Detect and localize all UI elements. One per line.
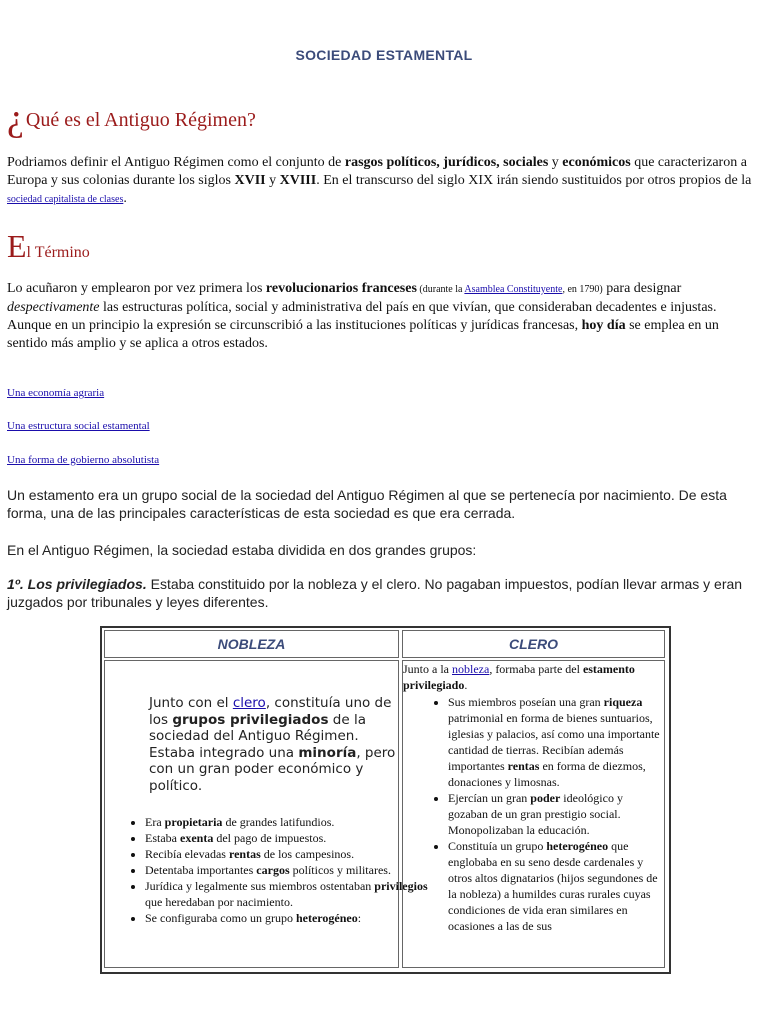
link-clero[interactable]: clero (232, 695, 266, 711)
list-item: • Recibía elevadas rentas de los campesinos. (145, 846, 429, 862)
estamento-paragraph: Un estamento era un grupo social de la sociedad del Antiguo Régimen al que se pertenecía por nacimiento. De esta forma, una de las principales características de esta sociedad es que era cerrada. (7, 487, 727, 521)
clero-intro: Junto a la nobleza, formaba parte del estamento privilegiado. (403, 662, 635, 692)
section-heading-antiguo-regimen (7, 96, 256, 140)
nobleza-cell (104, 660, 428, 968)
list-item: • Era propietaria de grandes latifundios. (145, 814, 429, 830)
link-asamblea-constituyente[interactable]: Asamblea Constituyente (464, 284, 563, 295)
link-nobleza[interactable]: nobleza (452, 662, 490, 676)
nobleza-list (105, 814, 429, 926)
section-heading-termino: El Término (7, 228, 90, 264)
link-sociedad-capitalista[interactable]: sociedad capitalista de clases (7, 194, 124, 205)
inverted-question-mark: ¿ (7, 97, 24, 139)
list-item: • Constituía un grupo heterogéneo que englobaba en su seno desde cardenales y otros altos dignatarios (hijos segundones de la nobleza) a humildes curas rurales cuyas condiciones de vida eran similares en ocasiones a las de sus (448, 838, 665, 934)
list-item: • Detentaba importantes cargos políticos y militares. (145, 862, 429, 878)
clero-list (403, 694, 665, 934)
privilegiados-paragraph: 1º. Los privilegiados. Estaba constituido por la nobleza y el clero. No pagaban impuestos, podían llevar armas y eran juzgados por tribunales y leyes diferentes. (7, 576, 743, 610)
link-economia-agraria-row (7, 387, 104, 399)
list-item: • Sus miembros poseían una gran riqueza patrimonial en forma de bienes suntuarios, iglesias y palacios, así como una importante cantidad de tierras. Recibían además importantes rentas en forma de diezmos, donaciones y limosnas. (448, 694, 665, 790)
list-item: • Estaba exenta del pago de impuestos. (145, 830, 429, 846)
link-estructura-social[interactable]: Una estructura social estamental (7, 420, 150, 432)
clero-cell (402, 660, 665, 968)
page-title: SOCIEDAD ESTAMENTAL (295, 47, 473, 63)
table-header-nobleza: NOBLEZA (104, 630, 399, 658)
privileged-groups-table (100, 626, 671, 974)
list-item: • Jurídica y legalmente sus miembros ostentaban privilegios que heredaban por nacimiento. (145, 878, 429, 910)
list-item: • Ejercían un gran poder ideológico y gozaban de un gran prestigio social. Monopolizaban la educación. (448, 790, 665, 838)
termino-paragraph: Lo acuñaron y emplearon por vez primera los revolucionarios franceses (durante la Asamblea Constituyente, en 1790) para designar despectivamente las estructuras política, social y administrativa del país en que vivían, que consideraban decadentes e injustas. Aunque en un principio la expresión se circunscribió a las instituciones políticas y jurídicas francesas, hoy día se emplea en un sentido más amplio y se aplica a otros estados. (7, 281, 719, 351)
link-forma-gobierno[interactable]: Una forma de gobierno absolutista (7, 454, 160, 466)
link-forma-gobierno-row (7, 454, 159, 466)
link-economia-agraria[interactable]: Una economía agraria (7, 387, 105, 399)
table-header-clero: CLERO (402, 630, 665, 658)
link-estructura-social-row (7, 420, 150, 432)
nobleza-intro: Junto con el clero, constituía uno de los grupos privilegiados de la sociedad del Antiguo Régimen. Estaba integrado una minoría, pero con un gran poder económico y político. (149, 695, 396, 794)
definition-paragraph: Podriamos definir el Antiguo Régimen como el conjunto de rasgos políticos, jurídicos, sociales y económicos que caracterizaron a Europa y sus colonias durante los siglos XVII y XVIII. En el transcurso del siglo XIX irán siendo sustituidos por otros propios de la sociedad capitalista de clases. (7, 155, 752, 206)
division-paragraph: En el Antiguo Régimen, la sociedad estaba dividida en dos grandes grupos: (7, 542, 477, 558)
list-item: • Se configuraba como un grupo heterogéneo: (145, 910, 429, 926)
section-heading-text: Qué es el Antiguo Régimen? (25, 109, 256, 131)
